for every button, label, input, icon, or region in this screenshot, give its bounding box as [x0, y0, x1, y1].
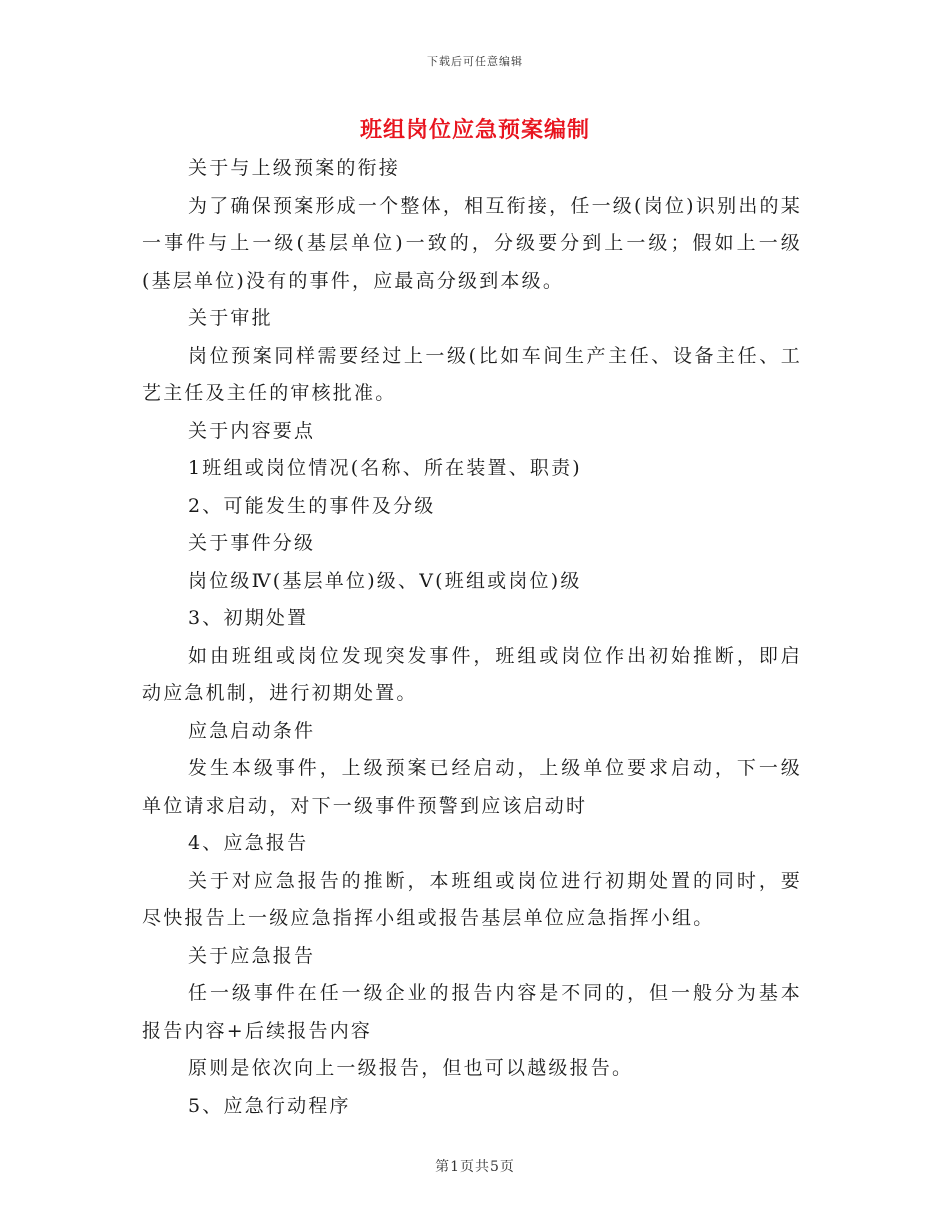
- paragraph: 4、应急报告: [188, 832, 309, 854]
- paragraph: 原则是依次向上一级报告，但也可以越级报告。: [188, 1057, 634, 1079]
- paragraph: 5、应急行动程序: [188, 1094, 351, 1117]
- document-title: 班组岗位应急预案编制: [359, 118, 590, 143]
- page-number: 第1页共5页: [435, 1159, 515, 1175]
- paragraph: 关于审批: [188, 307, 273, 329]
- paragraph: 3、初期处置: [188, 607, 309, 629]
- paragraph: 任一级事件在任一级企业的报告内容是不同的，但一般分为基本报告内容+后续报告内容: [142, 982, 802, 1042]
- paragraph: 关于内容要点: [188, 419, 316, 442]
- paragraph: 为了确保预案形成一个整体，相互衔接，任一级(岗位)识别出的某一事件与上一级(基层单位)一致的，分级要分到上一级；假如上一级(基层单位)没有的事件，应最高分级到本级。: [142, 194, 802, 292]
- paragraph: 岗位预案同样需要经过上一级(比如车间生产主任、设备主任、工艺主任及主任的审核批准。: [142, 344, 802, 404]
- paragraph: 应急启动条件: [188, 719, 316, 742]
- paragraph: 关于与上级预案的衔接: [188, 157, 401, 179]
- paragraph: 关于应急报告: [188, 944, 316, 967]
- document-body: [142, 150, 802, 1125]
- paragraph: 如由班组或岗位发现突发事件，班组或岗位作出初始推断，即启动应急机制，进行初期处置。: [142, 644, 802, 704]
- paragraph: 发生本级事件，上级预案已经启动，上级单位要求启动，下一级单位请求启动，对下一级事件预警到应该启动时: [142, 757, 802, 817]
- paragraph: 2、可能发生的事件及分级: [188, 494, 436, 517]
- page-header-note: 下载后可任意编辑: [427, 55, 523, 68]
- paragraph: 1班组或岗位情况(名称、所在装置、职责): [188, 457, 582, 479]
- paragraph: 关于对应急报告的推断，本班组或岗位进行初期处置的同时，要尽快报告上一级应急指挥小组或报告基层单位应急指挥小组。: [142, 869, 802, 929]
- paragraph: 关于事件分级: [188, 532, 316, 554]
- paragraph: 岗位级Ⅳ(基层单位)级、Ⅴ(班组或岗位)级: [188, 569, 582, 592]
